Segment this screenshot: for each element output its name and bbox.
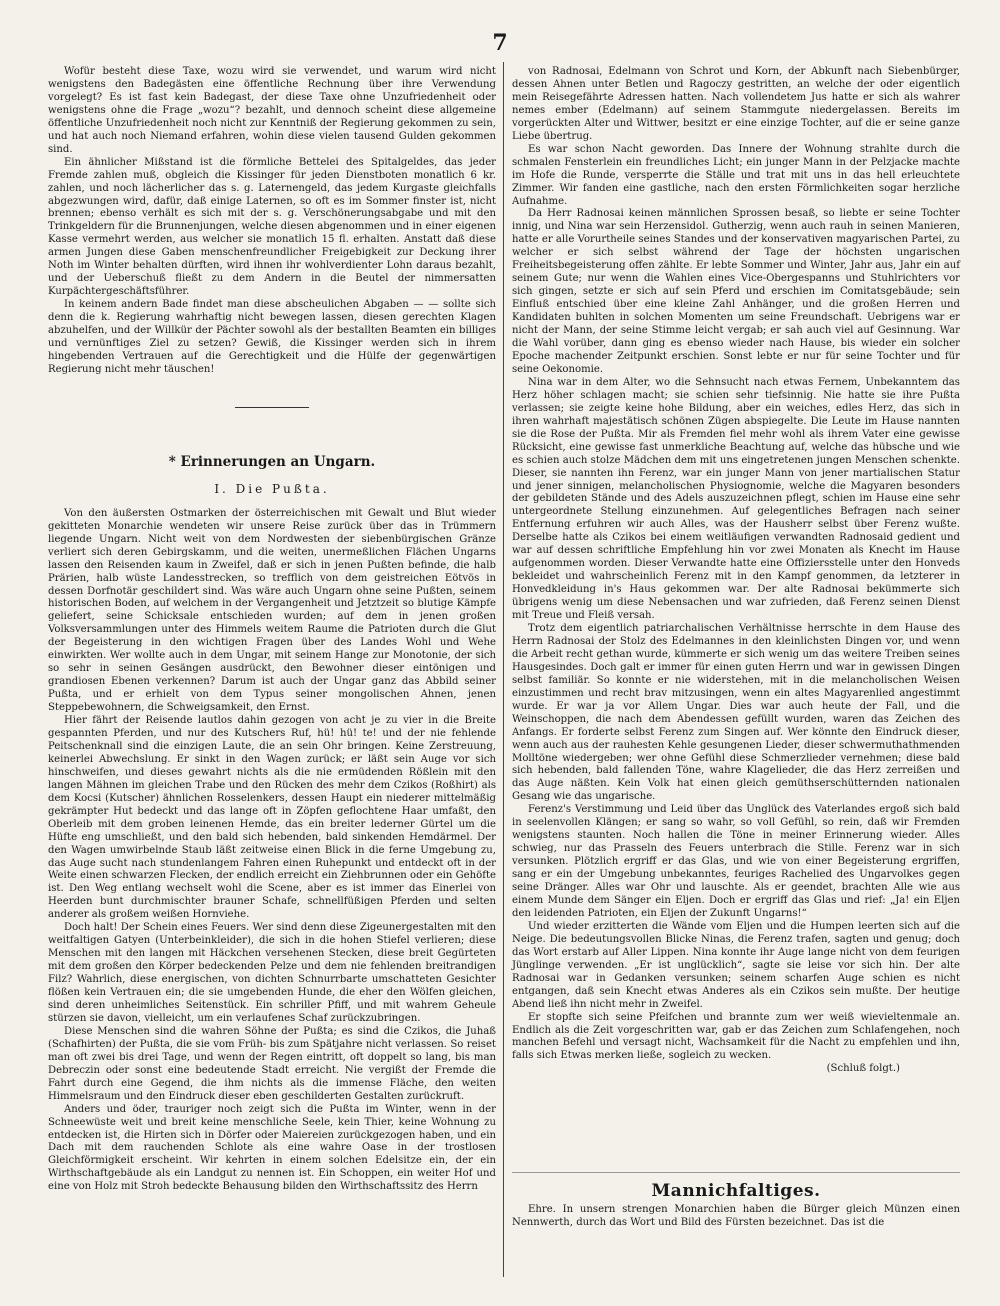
column-divider [503, 62, 504, 1277]
continuation-note: (Schluß folgt.) [826, 1063, 900, 1075]
paragraph: Trotz dem eigentlich patriarchalischen Verhältnisse herrschte in dem Hause des Herrn Radnosai der Stolz des Edelmannes in den kleinlichsten Dingen vor, und wenn die Arbeit recht gethan wurde, kümmerte er sich wenig um das weitere Treiben seines Hausgesindes. Doch galt er immer für einen guten Herrn und war in gewissen Dingen selbst familiär. So konnte er nie widerstehen, mit in die melancholischen Weisen einzustimmen und recht brav mitzusingen, wenn ein altes Magyarenlied angestimmt wurde. Er war ja vor Allem Ungar. Dies war auch heute der Fall, und die Weinschoppen, die nach dem Abendessen gefüllt wurden, waren das Zeichen des Anfangs. Er forderte selbst Ferenz zum Singen auf. Wer könnte den Eindruck dieser, wenn auch aus der rauhesten Kehle gesungenen Lieder, dieser schwermuthathmenden Molltöne wiedergeben; wer ohne Gefühl diese Schmerzlieder vernehmen; diese bald sich hebenden, bald fallenden Töne, wahre Klagelieder, die das Herz zerreißen und das Auge näßten. Kein Volk hat einen gleich gemüthserschütternden nationalen Gesang wie das ungarische. [512, 622, 960, 803]
article-title: * Erinnerungen an Ungarn. [168, 453, 376, 470]
paragraph: Wofür besteht diese Taxe, wozu wird sie verwendet, und warum wird nicht wenigstens den Badegästen eine öffentliche Rechnung über ihre Verwendung vorgelegt? Es ist fast kein Badegast, der diese Taxe ohne Unzufriedenheit oder wenigstens ohne die Frage „wozu“? bezahlt, und dennoch scheint diese allgemeine öffentliche Unzufriedenheit noch nicht zur Kenntniß der Regierung gekommen zu sein, und hat auch noch Niemand erfahren, wohin diese vielen tausend Gulden gekommen sind. [48, 66, 496, 155]
paragraph: Ein ähnlicher Mißstand ist die förmliche Bettelei des Spitalgeldes, das jeder Fremde zahlen muß, obgleich die Kissinger für jeden Dienstboten monatlich 6 kr. zahlen, und noch lächerlicher das s. g. Laternengeld, das jedem Kurgaste gleichfalls abgezwungen wird, dafür, daß einige Laternen, so oft es im Sommer finster ist, nicht brennen; ebenso verhält es sich mit der s. g. Verschönerungsabgabe und mit den Trinkgeldern für die Brunnenjungen, welche diesen abgenommen und in einer eigenen Kasse vermehrt werden, aus welcher sie monatlich 15 fl. erhalten. Anstatt daß diese armen Jungen diese Gaben menschenfreundlicher Freigebigkeit zur Deckung ihrer Noth im Winter behalten dürften, wird ihnen ihr wohlverdienter Lohn daraus bezahlt, und der Ueberschuß fließt zu dem Andern in die Beutel der nimmersatten Kurpächtergeschäftsführer. [48, 156, 496, 298]
section-divider [512, 1172, 960, 1173]
article-subtitle: I. Die Pußta. [214, 481, 330, 496]
paragraph: Nina war in dem Alter, wo die Sehnsucht nach etwas Fernem, Unbekanntem das Herz höher schlagen macht; sie schien sehr tiefsinnig. Nie hatte sie ihre Pußta verlassen; sie zeigte keine hohe Bildung, aber ein weiches, edles Herz, das sich in ihren wahrhaft majestätisch schönen Zügen abspiegelte. Die Leute im Hause nannten sie die Rose der Pußta. Mir als Fremden fiel mehr wohl als ihrem Vater eine gewisse Rücksicht, eine gewisse fast unmerkliche Beachtung auf, welche das hübsche und wie es schien auch stolze Mädchen dem mit uns eingetretenen jungen Menschen schenkte. Dieser, sie nannten ihn Ferenz, war ein junger Mann von jener martialischen Statur und jener sinnigen, melancholischen Physiognomie, welche die Magyaren besonders der gebildeten Stände und des Adels auszuzeichnen pflegt, schien im Hause eine sehr untergeordnete Stellung einzunehmen. Auf gelegentliches Befragen nach seiner Entfernung erfuhren wir auch Alles, was der Hausherr selbst über Ferenz wußte. Derselbe hatte als Czikos bei einem weitläufigen verwandten Radnosaid gedient und war auf dessen schriftliche Empfehlung hin vor zwei Monaten als Knecht im Hause aufgenommen worden. Dieser Verwandte hatte eine Offiziersstelle unter den Honveds bekleidet und wahrscheinlich Ferenz mit in den Kampf genommen, da letzterer in Honvedkleidung in's Haus gekommen war. Der alte Radnosai bekümmerte sich übrigens wenig um diese Nebensachen und war zufrieden, daß Ferenz seinen Dienst mit Treue und Fleiß versah. [512, 376, 960, 622]
section-heading: Mannichfaltiges. [651, 1181, 821, 1202]
paragraph: Diese Menschen sind die wahren Söhne der Pußta; es sind die Czikos, die Juhaß (Schafhirten) der Pußta, die sie vom Früh- bis zum Spätjahre nicht verlassen. So reiset man oft zwei bis drei Tage, und wenn der Regen eintritt, oft doppelt so lang, bis man Debreczin oder sonst eine bedeutende Stadt erreicht. Nie vergißt der Fremde die Fahrt durch eine Gegend, die ihm nichts als die immense Fläche, den weiten Himmelsraum und den Eindruck dieser eben geschilderten Gestalten zurückruft. [48, 1025, 496, 1102]
paragraph: Doch halt! Der Schein eines Feuers. Wer sind denn diese Zigeunergestalten mit den weitfaltigen Gatyen (Unterbeinkleider), die sich in die hohen Stiefel verlieren; diese Menschen mit den langen mit Häckchen versehenen Stecken, diese breit Gegürteten mit dem großen den Körper bedeckenden Pelze und dem nie fehlenden breitrandigen Filz? Wahrlich, diese energischen, von dichten Schnurrbarte umschatteten Gesichter flößen kein Vertrauen ein; die sie umgebenden Hunde, die eher den Wölfen gleichen, sind deren unheimliches Seitenstück. Ein schriller Pfiff, und mit wahrem Geheule stürzen sie davon, vielleicht, um ein verlaufenes Schaf zurückzubringen. [48, 922, 496, 1024]
right-column [512, 66, 960, 1230]
paragraph: Es war schon Nacht geworden. Das Innere der Wohnung strahlte durch die schmalen Fensterlein ein freundliches Licht; ein junger Mann in der Pelzjacke machte im Hofe die Runde, versperrte die Ställe und trat mit uns in das hell erleuchtete Zimmer. Wir fanden eine gastliche, nach den ersten Förmlichkeiten sogar herzliche Aufnahme. [512, 143, 960, 207]
paragraph: Er stopfte sich seine Pfeifchen und brannte zum wer weiß wievieltenmale an. Endlich als die Zeit vorgeschritten war, gab er das Zeichen zum Schlafengehen, noch manchen Befehl und versagt nicht, Wachsamkeit für die Nacht zu empfehlen und ihn, falls sich Etwas merken ließe, sogleich zu wecken. [512, 1011, 960, 1062]
section-divider [235, 407, 309, 408]
paragraph: Da Herr Radnosai keinen männlichen Sprossen besaß, so liebte er seine Tochter innig, und Nina war sein Herzensidol. Gutherzig, wenn auch rauh in seinen Manieren, hatte er alle Vorurtheile seines Standes und der konservativen magyarischen Partei, zu welcher er sich selbst während der Tage der höchsten ungarischen Freiheitsbegeisterung offen zählte. Er lebte Sommer und Winter, Jahr aus, Jahr ein auf seinem Gute; nur wenn die Wahlen eines Vice-Obergespanns und Stuhlrichters vor sich gingen, setzte er sich auf sein Pferd und erschien im Comitatsgebäude; sein Einfluß entschied über eine kleine Zahl Anhänger, und die großen Herren und Kandidaten buhlten in solchen Momenten um seine Freundschaft. Uebrigens war er nicht der Mann, der seine Stimme leicht vergab; er sah auch viel auf Gesinnung. War die Wahl vorüber, dann ging es ebenso wieder nach Hause, bis wieder ein solcher Epoche machender Zeitpunkt erschien. Sonst lebte er nur für seine Tochter und für seine Oekonomie. [512, 208, 960, 375]
paragraph: Ehre. In unsern strengen Monarchien haben die Bürger gleich Münzen einen Nennwerth, durch das Wort und Bild des Fürsten bezeichnet. Das ist die [512, 1204, 960, 1229]
paragraph: Anders und öder, trauriger noch zeigt sich die Pußta im Winter, wenn in der Schneewüste weit und breit keine menschliche Seele, kein Thier, keine Wohnung zu entdecken ist, die Hirten sich in Dörfer oder Maiereien zurückgezogen haben, und ein Dach mit dem rauchenden Schlote als eine wahre Oase in der trostlosen Gleichförmigkeit erscheint. Wir kehrten in einem solchen Edelsitze ein, der ein Wirthschaftgebäude als ein Landgut zu nennen ist. Ein Schoppen, ein weiter Hof und eine von Holz mit Stroh bedeckte Behausung bilden den Wirthschaftssitz des Herrn [48, 1103, 496, 1193]
paragraph: Ferenz's Verstimmung und Leid über das Unglück des Vaterlandes ergoß sich bald in seelenvollen Klängen; er sang so wahr, so voll Gefühl, so rein, daß wir Fremden wenigstens staunten. Noch hallen die Töne in meiner Erinnerung wieder. Alles schwieg, nur das Prasseln des Feuers unterbrach die Stille. Ferenz war in sich versunken. Plötzlich ergriff er das Glas, und wie von einer Begeisterung ergriffen, sang er ein der Umgebung unbekanntes, feuriges Rachelied des Ungarvolkes gegen seine Dränger. Alles war Ohr und lauschte. Als er geendet, brachten Alle wie aus einem Munde dem Sänger ein Eljen. Doch er ergriff das Glas und rief: „Ja! ein Eljen den leidenden Patrioten, ein Eljen der Zukunft Ungarns!“ [512, 804, 960, 919]
page-number: 7 [492, 30, 508, 56]
paragraph: Und wieder erzitterten die Wände vom Eljen und die Humpen leerten sich auf die Neige. Die bedeutungsvollen Blicke Ninas, die Ferenz trafen, sagten und genug; doch das Wort erstarb auf Aller Lippen. Nina konnte ihr Auge lange nicht von dem feurigen Jünglinge verwenden. „Er ist unglücklich“, sagte sie leise vor sich hin. Der alte Radnosai war in Gedanken versunken; seinem scharfen Auge schien es nicht entgangen, daß sein Knecht etwas Anderes als ein Czikos sein mußte. Der heutige Abend ließ ihn nicht mehr in Zweifel. [512, 920, 960, 1010]
paragraph: von Radnosai, Edelmann von Schrot und Korn, der Abkunft nach Siebenbürger, dessen Ahnen unter Betlen und Ragoczy gestritten, an welche der oder eigentlich mein Reisegefährte Adressen hatten. Nach vollendetem Jus hatte er sich als wahrer nemes ember (Edelmann) auf seinem Stammgute niedergelassen. Bereits im vorgerückten Alter und Wittwer, besitzt er eine einzige Tochter, auf die er seine ganze Liebe übertrug. [512, 66, 960, 142]
paragraph: Hier fährt der Reisende lautlos dahin gezogen von acht je zu vier in die Breite gespannten Pferden, und nur des Kutschers Ruf, hü! hü! te! und der nie fehlende Peitschenknall sind die einzigen Laute, die an sein Ohr bringen. Keine Zerstreuung, keinerlei Abwechslung. Er sinkt in den Wagen zurück; er läßt sein Auge vor sich hinschweifen, und dieses gewahrt nichts als die nie ermüdenden Rößlein mit den langen Mähnen im gleichen Trabe und den Rücken des mehr dem Czikos (Roßhirt) als dem Kocsi (Kutscher) ähnlichen Rosselenkers, dessen Haupt ein niederer mittelmäßig gekrämpter Hut bedeckt und das lange oft in Zöpfen geflochtene Haar umfaßt, den Oberleib mit dem groben leinenen Hemde, das ein breiter lederner Gürtel um die Hüfte eng umschließt, und den bald sich hebenden, bald sinkenden Hemdärmel. Der den Wagen umwirbelnde Staub läßt zeitweise einen Blick in die ferne Umgebung zu, das Auge sucht nach stundenlangem Fahren einen Ruhepunkt und entdeckt oft in der Weite einen schwarzen Flecken, der endlich erreicht ein Ziehbrunnen oder ein Gehöfte ist. Den Weg entlang wechselt wohl die Scene, aber es ist immer das Einerlei von Heerden bunt durchmischter brauner Schafe, schnellfüßigen Pferden und selten anderer als großem weißen Hornviehe. [48, 715, 496, 921]
paragraph: In keinem andern Bade findet man diese abscheulichen Abgaben — — sollte sich denn die k. Regierung wahrhaftig nicht bewegen lassen, diesen gerechten Klagen abzuhelfen, und der Willkür der Pächter sowohl als der bestallten Beamten ein billiges und vernünftiges Ziel zu setzen? Gewiß, die Kissinger werden sich in ihrem hingebenden Vertrauen auf die Gerechtigkeit und die Hülfe der gegenwärtigen Regierung nicht mehr täuschen! [48, 299, 496, 375]
paragraph: Von den äußersten Ostmarken der österreichischen mit Gewalt und Blut wieder gekitteten Monarchie wendeten wir unsere Reise zurück über das in Trümmern liegende Ungarn. Nicht weit von dem Nordwesten der siebenbürgischen Gränze verliert sich deren Gebirgskamm, und die weiten, unermeßlichen Flächen Ungarns lassen den Reisenden kaum in Zweifel, daß er sich in jenen Pußten befinde, die halb Prärien, halb wüste Landesstrecken, so trefflich von dem geistreichen Eötvös in dessen Dorfnotär geschildert sind. Was wäre auch Ungarn ohne seine Pußten, seinem historischen Boden, auf welchem in der Vergangenheit und Jetztzeit so blutige Kämpfe geliefert, seine Schicksale entschieden wurden; auf dem in jenen großen Volksversammlungen unter des Himmels weitem Raume die Patrioten durch die Glut der Begeisterung in den wichtigen Fragen über des Landes Wohl und Wehe einwirkten. Wer wollte auch in dem Ungar, mit seinem Hange zur Monotonie, der sich so sehr in seinen Gesängen ausdrückt, den Bewohner dieser eintönigen und grandiosen Ebenen verkennen? Darum ist auch der Ungar ganz das Abbild seiner Pußta, und er erhielt von dem Typus seiner mongolischen Ahnen, jenen Steppebewohnern, die Schweigsamkeit, den Ernst. [48, 507, 496, 714]
left-column [48, 66, 496, 1194]
